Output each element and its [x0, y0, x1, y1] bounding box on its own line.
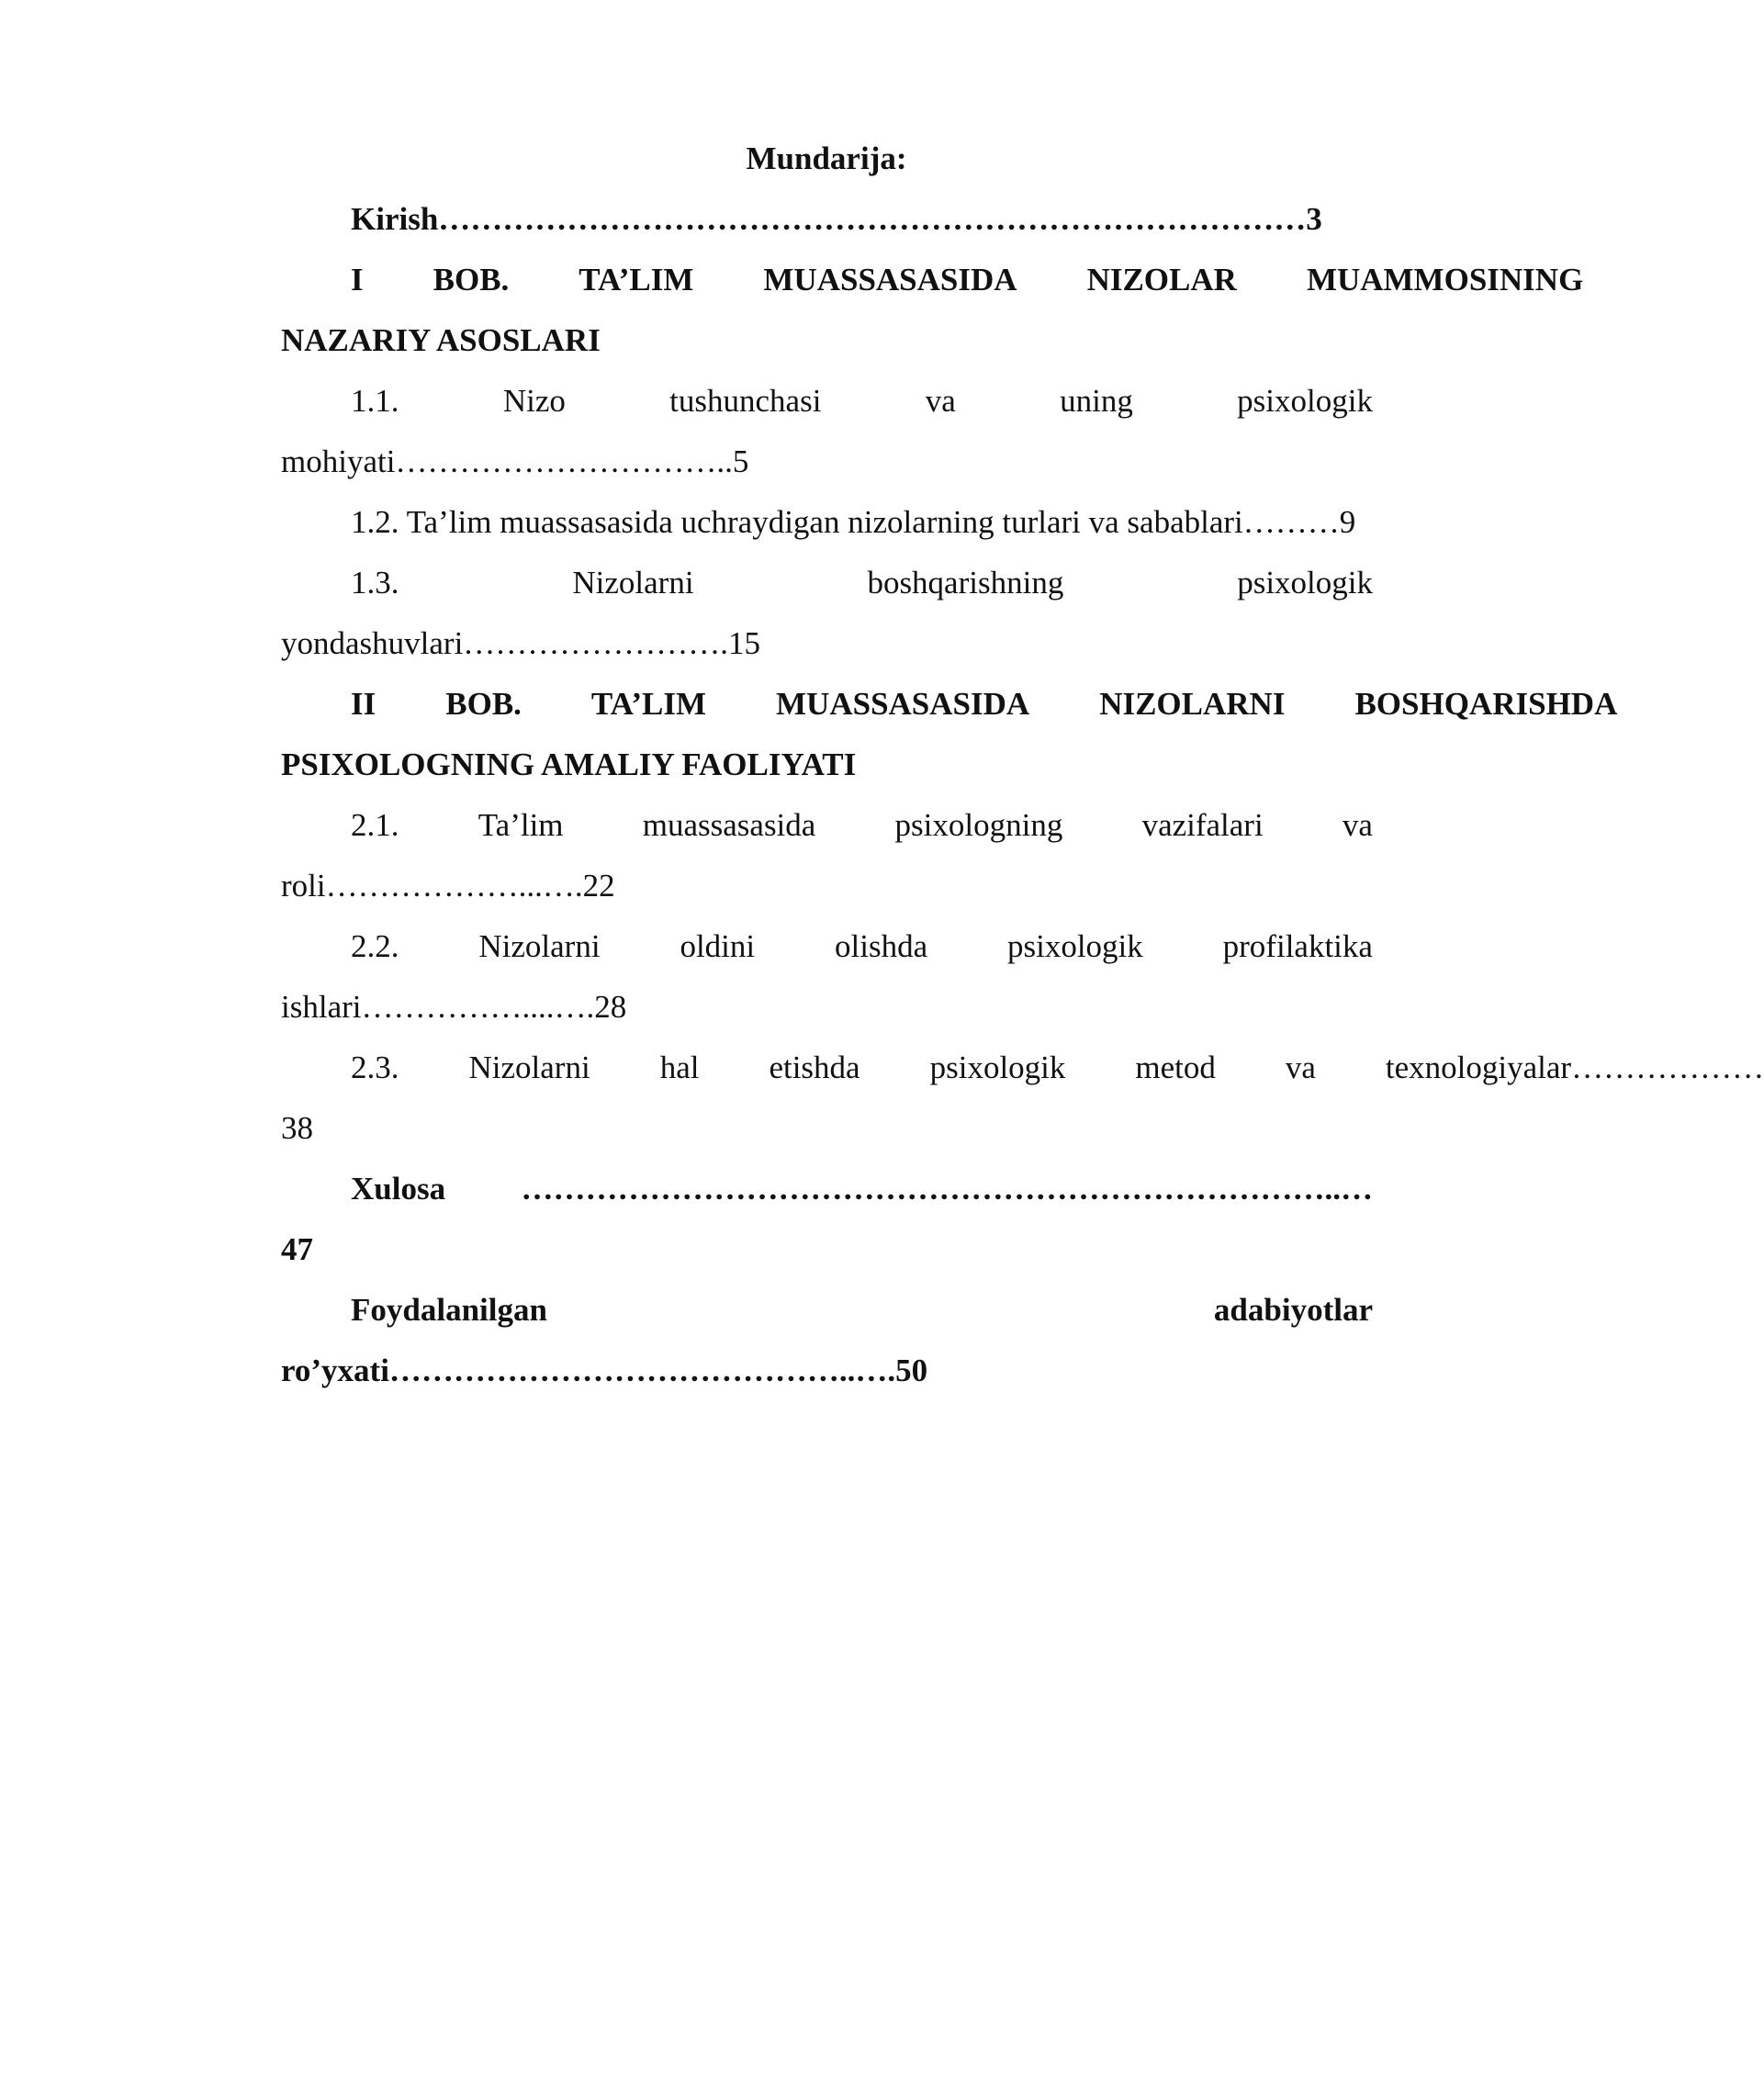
word: Xulosa: [351, 1171, 446, 1207]
word: TA’LIM: [579, 262, 694, 298]
toc-line: [211, 371, 1373, 432]
word: II: [351, 686, 376, 722]
word: 2.3.: [351, 1050, 399, 1085]
toc-entry-chapter-1: [211, 250, 1584, 371]
word: MUAMMOSINING: [1306, 262, 1584, 298]
toc-entry-1-3: [211, 553, 1373, 674]
word: Nizo: [502, 383, 566, 419]
toc-line: [211, 674, 1618, 735]
word: texnologiyalar………………: [1385, 1050, 1764, 1085]
page-title: Mundarija:: [746, 140, 907, 176]
word: hal: [659, 1050, 700, 1085]
toc-entry-2-2: [211, 916, 1373, 1038]
toc-line: [211, 553, 1373, 613]
word: vazifalari: [1141, 807, 1264, 843]
toc-line: mohiyati…………………………..5: [281, 443, 749, 479]
word: TA’LIM: [590, 686, 707, 722]
toc-entry-xulosa: [211, 1159, 1373, 1280]
word: Nizolarni: [478, 928, 601, 964]
word: 1.3.: [351, 565, 399, 601]
toc-line: NAZARIY ASOSLARI: [281, 322, 601, 358]
word: boshqarishning: [867, 565, 1064, 601]
table-of-contents: [211, 129, 1764, 1401]
word: profilaktika: [1222, 928, 1373, 964]
word: 1.1.: [351, 383, 399, 419]
toc-entry-1-2: [211, 492, 1373, 553]
toc-line: ishlari……………....….28: [281, 989, 627, 1025]
toc-line: [211, 916, 1373, 977]
word: psixologik: [1237, 565, 1373, 601]
toc-line: [211, 250, 1584, 310]
word: va: [1342, 807, 1373, 843]
toc-line: [211, 1159, 1373, 1219]
toc-line: 1.2. Ta’lim muassasasida uchraydigan nizolarning turlari va sabablari………9: [351, 504, 1356, 540]
word: Nizolarni: [572, 565, 694, 601]
toc-line: PSIXOLOGNING AMALIY FAOLIYATI: [281, 747, 857, 782]
toc-entry-2-3: [211, 1038, 1764, 1159]
word: BOB.: [445, 686, 522, 722]
toc-entry-foydalanilgan-adabiyotlar: [211, 1280, 1373, 1401]
toc-line: ro’yxati……………………………………..….50: [281, 1353, 928, 1388]
word: psixologning: [894, 807, 1063, 843]
toc-entry-2-1: [211, 795, 1373, 916]
word: Ta’lim: [478, 807, 564, 843]
word: NIZOLAR: [1086, 262, 1237, 298]
word: Foydalanilgan: [351, 1292, 547, 1328]
word: BOB.: [433, 262, 510, 298]
toc-entry-kirish: [211, 189, 1373, 250]
word: uning: [1060, 383, 1133, 419]
word: psixologik: [1006, 928, 1143, 964]
word: muassasasida: [642, 807, 816, 843]
word: va: [1285, 1050, 1316, 1085]
word: …………………………………………………………………..…: [521, 1171, 1373, 1207]
toc-line: 38: [281, 1110, 313, 1146]
word: olishda: [835, 928, 928, 964]
word: MUASSASASIDA: [776, 686, 1030, 722]
word: Nizolarni: [468, 1050, 590, 1085]
word: adabiyotlar: [1213, 1292, 1373, 1328]
word: I: [351, 262, 364, 298]
word: MUASSASASIDA: [763, 262, 1017, 298]
toc-line: [211, 1280, 1373, 1341]
toc-line: yondashuvlari…………………….15: [281, 625, 761, 661]
word: va: [925, 383, 956, 419]
toc-line: Kirish………………………………………………………………………3: [351, 201, 1322, 237]
toc-entry-chapter-2: [211, 674, 1618, 795]
word: 2.1.: [351, 807, 399, 843]
word: BOSHQARISHDA: [1354, 686, 1618, 722]
word: tushunchasi: [669, 383, 822, 419]
word: 2.2.: [351, 928, 399, 964]
word: psixologik: [1237, 383, 1373, 419]
toc-line: [211, 1038, 1764, 1098]
word: etishda: [769, 1050, 860, 1085]
toc-line: roli………………...….22: [281, 868, 615, 904]
toc-line: 47: [281, 1231, 313, 1267]
toc-line: [211, 795, 1373, 856]
word: oldini: [680, 928, 756, 964]
word: NIZOLARNI: [1099, 686, 1286, 722]
word: metod: [1135, 1050, 1216, 1085]
word: psixologik: [929, 1050, 1066, 1085]
toc-entry-1-1: [211, 371, 1373, 492]
